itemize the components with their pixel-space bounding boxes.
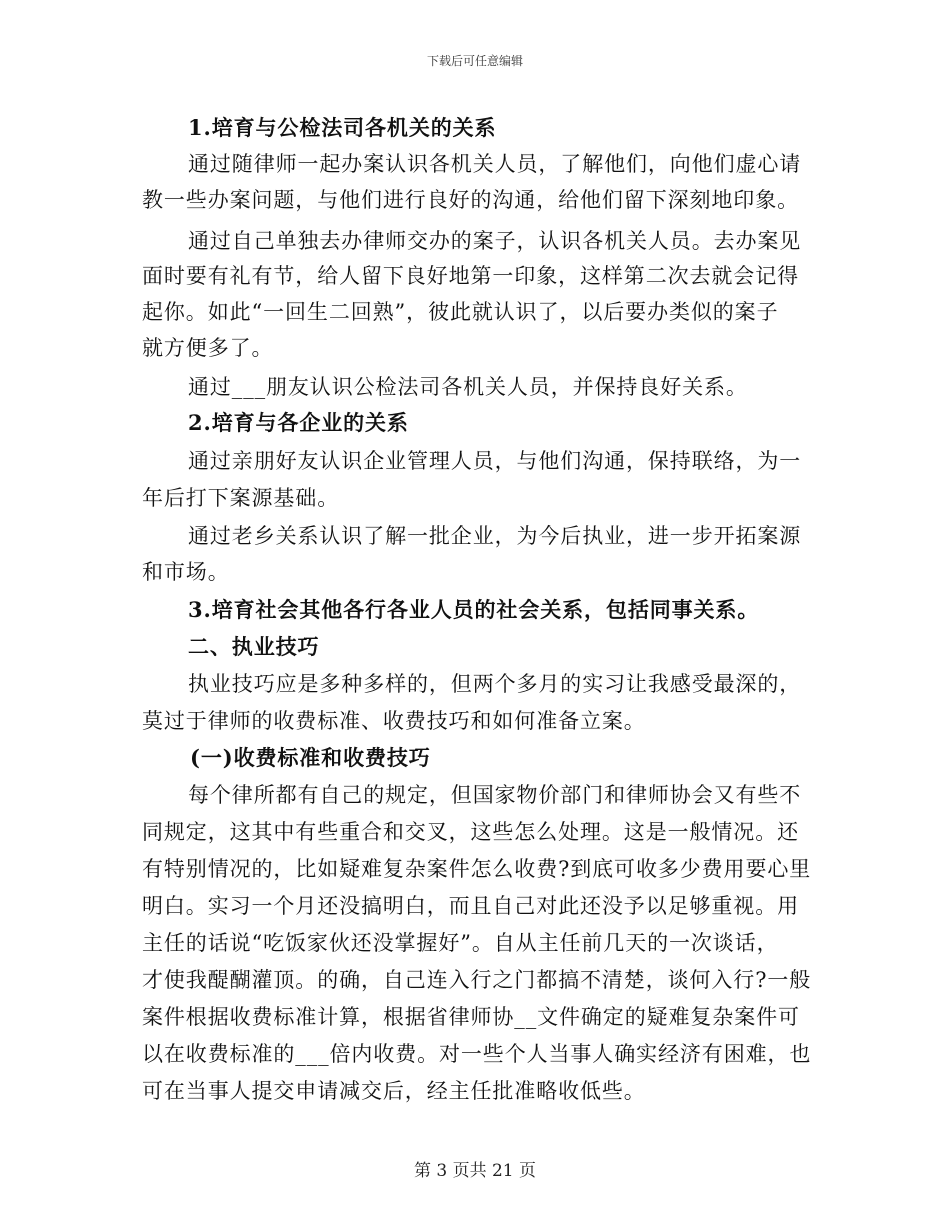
- paragraph-line: 通过___朋友认识公检法司各机关人员，并保持良好关系。: [188, 375, 748, 399]
- paragraph-line: 年后打下案源基础。: [142, 486, 340, 510]
- paragraph-line: 教一些办案问题，与他们进行良好的沟通，给他们留下深刻地印象。: [142, 188, 799, 212]
- paragraph-line: 主任的话说“吃饭家伙还没掌握好”。自从主任前几天的一次谈话，: [142, 931, 779, 955]
- subsection-heading: (一)收费标准和收费技巧: [190, 745, 431, 770]
- paragraph-line: 通过自己单独去办律师交办的案子，认识各机关人员。去办案见: [188, 229, 802, 253]
- heading-2: 2.培育与各企业的关系: [188, 410, 409, 435]
- page-header: 下载后可任意编辑: [426, 54, 523, 68]
- paragraph-line: 案件根据收费标准计算，根据省律师协__文件确定的疑难复杂案件可: [142, 1005, 800, 1029]
- page-footer: 第 3 页共 21 页: [413, 1161, 537, 1181]
- paragraph-line: 就方便多了。: [142, 336, 274, 360]
- section-heading: 二、执业技巧: [188, 634, 320, 659]
- paragraph-line: 起你。如此“一回生二回熟”，彼此就认识了，以后要办类似的案子: [142, 300, 779, 324]
- heading-3: 3.培育社会其他各行各业人员的社会关系，包括同事关系。: [188, 597, 760, 622]
- paragraph-line: 有特别情况的，比如疑难复杂案件怎么收费?到底可收多少费用要心里: [142, 857, 812, 881]
- heading-1: 1.培育与公检法司各机关的关系: [188, 115, 497, 140]
- paragraph-line: 执业技巧应是多种多样的，但两个多月的实习让我感受最深的，: [188, 672, 802, 696]
- paragraph-line: 每个律所都有自己的规定，但国家物价部门和律师协会又有些不: [188, 783, 802, 807]
- paragraph-line: 通过随律师一起办案认识各机关人员，了解他们，向他们虚心请: [188, 152, 802, 176]
- paragraph-line: 明白。实习一个月还没搞明白，而且自己对此还没予以足够重视。用: [142, 894, 799, 918]
- paragraph-line: 通过亲朋好友认识企业管理人员，与他们沟通，保持联络，为一: [188, 449, 802, 473]
- paragraph-line: 以在收费标准的___倍内收费。对一些个人当事人确实经济有困难，也: [142, 1042, 812, 1066]
- paragraph-line: 通过老乡关系认识了解一批企业，为今后执业，进一步开拓案源: [188, 524, 802, 548]
- paragraph-line: 莫过于律师的收费标准、收费技巧和如何准备立案。: [142, 709, 646, 733]
- paragraph-line: 可在当事人提交申请减交后，经主任批准略收低些。: [142, 1079, 646, 1103]
- paragraph-line: 和市场。: [142, 560, 230, 584]
- paragraph-line: 才使我醍醐灌顶。的确，自己连入行之门都搞不清楚，谈何入行?一般: [142, 968, 812, 992]
- paragraph-line: 同规定，这其中有些重合和交叉，这些怎么处理。这是一般情况。还: [142, 820, 799, 844]
- paragraph-line: 面时要有礼有节，给人留下良好地第一印象，这样第二次去就会记得: [142, 264, 799, 288]
